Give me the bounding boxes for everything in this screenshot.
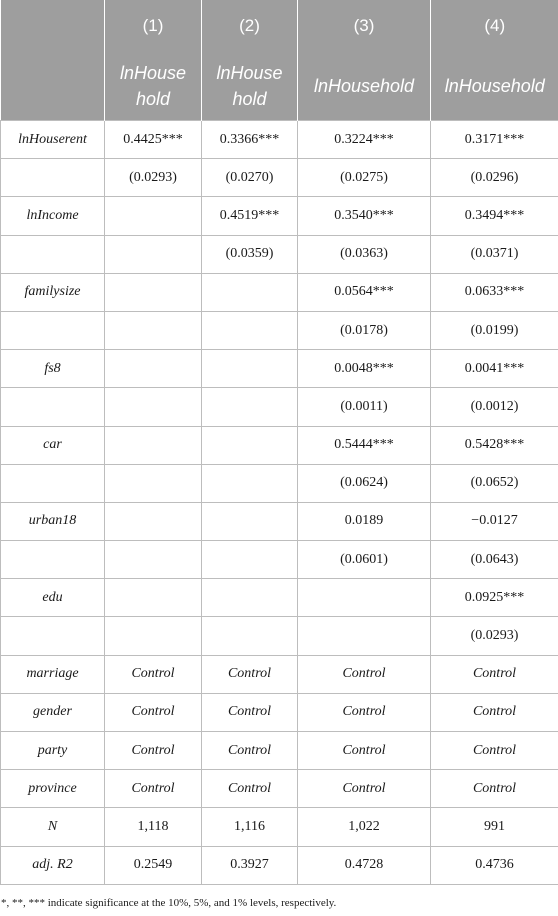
- table-cell: (0.0296): [431, 159, 558, 197]
- table-row: [1, 350, 558, 388]
- table-cell: (0.0371): [431, 235, 558, 273]
- table-cell: 0.0189: [298, 502, 431, 540]
- row-label: gender: [1, 693, 105, 731]
- row-label: [1, 159, 105, 197]
- row-label: marriage: [1, 655, 105, 693]
- table-cell: (0.0643): [431, 541, 558, 579]
- table-cell: (0.0624): [298, 464, 431, 502]
- table-cell: (0.0012): [431, 388, 558, 426]
- table-cell: [202, 502, 298, 540]
- table-cell: Control: [298, 732, 431, 770]
- table-cell: [202, 311, 298, 349]
- table-cell: 0.4728: [298, 846, 431, 884]
- table-cell: 1,118: [105, 808, 202, 846]
- table-cell: (0.0178): [298, 311, 431, 349]
- table-cell: 0.3540***: [298, 197, 431, 235]
- table-cell: [105, 579, 202, 617]
- table-cell: 0.0564***: [298, 273, 431, 311]
- row-label: [1, 388, 105, 426]
- row-label: fs8: [1, 350, 105, 388]
- row-label: N: [1, 808, 105, 846]
- table-cell: [202, 579, 298, 617]
- table-cell: [202, 617, 298, 655]
- row-label: adj. R2: [1, 846, 105, 884]
- header-row-dependent-variables: [1, 52, 558, 121]
- table-row: [1, 159, 558, 197]
- table-cell: Control: [105, 732, 202, 770]
- table-cell: [298, 579, 431, 617]
- header-cell: (3): [298, 0, 431, 52]
- table-cell: Control: [298, 770, 431, 808]
- row-label: [1, 464, 105, 502]
- row-label: edu: [1, 579, 105, 617]
- table-row: [1, 655, 558, 693]
- table-row: [1, 693, 558, 731]
- table-cell: Control: [202, 770, 298, 808]
- table-row: [1, 541, 558, 579]
- table-cell: −0.0127: [431, 502, 558, 540]
- row-label: party: [1, 732, 105, 770]
- table-cell: [202, 541, 298, 579]
- table-cell: Control: [105, 693, 202, 731]
- table-cell: Control: [431, 732, 558, 770]
- table-cell: [105, 273, 202, 311]
- table-row: [1, 770, 558, 808]
- header-cell: [1, 0, 105, 52]
- table-cell: 0.0633***: [431, 273, 558, 311]
- table-cell: 0.2549: [105, 846, 202, 884]
- table-cell: 0.4519***: [202, 197, 298, 235]
- table-row: [1, 311, 558, 349]
- table-cell: 1,022: [298, 808, 431, 846]
- table-cell: [202, 350, 298, 388]
- table-cell: 0.3171***: [431, 121, 558, 159]
- row-label: familysize: [1, 273, 105, 311]
- table-cell: (0.0275): [298, 159, 431, 197]
- table-row: [1, 808, 558, 846]
- row-label: province: [1, 770, 105, 808]
- row-label: [1, 617, 105, 655]
- table-cell: [105, 464, 202, 502]
- table-cell: Control: [202, 732, 298, 770]
- header-cell: [1, 52, 105, 121]
- table-row: [1, 732, 558, 770]
- header-cell: (1): [105, 0, 202, 52]
- table-row: [1, 273, 558, 311]
- header-cell: (2): [202, 0, 298, 52]
- table-cell: [105, 311, 202, 349]
- table-cell: 0.0041***: [431, 350, 558, 388]
- table-cell: Control: [105, 655, 202, 693]
- table-cell: (0.0363): [298, 235, 431, 273]
- table-cell: 0.3224***: [298, 121, 431, 159]
- row-label: urban18: [1, 502, 105, 540]
- table-row: [1, 388, 558, 426]
- table-cell: Control: [431, 655, 558, 693]
- row-label: lnHouserent: [1, 121, 105, 159]
- table-cell: [202, 464, 298, 502]
- table-cell: 0.3494***: [431, 197, 558, 235]
- table-row: [1, 846, 558, 884]
- table-cell: 0.0048***: [298, 350, 431, 388]
- table-cell: [105, 426, 202, 464]
- table-body: [1, 121, 558, 885]
- table-cell: (0.0293): [105, 159, 202, 197]
- table-cell: Control: [431, 770, 558, 808]
- table-cell: [105, 197, 202, 235]
- table-cell: 0.0925***: [431, 579, 558, 617]
- table-cell: [105, 502, 202, 540]
- row-label: lnIncome: [1, 197, 105, 235]
- table-cell: (0.0199): [431, 311, 558, 349]
- table-row: [1, 197, 558, 235]
- header-row-column-numbers: [1, 0, 558, 52]
- header-cell: (4): [431, 0, 558, 52]
- table-cell: Control: [431, 693, 558, 731]
- table-cell: Control: [202, 655, 298, 693]
- table-cell: (0.0293): [431, 617, 558, 655]
- header-cell: lnHousehold: [431, 52, 558, 121]
- table-cell: (0.0359): [202, 235, 298, 273]
- header-cell: lnHouse hold: [105, 52, 202, 121]
- header-cell: lnHousehold: [298, 52, 431, 121]
- row-label: [1, 235, 105, 273]
- table-cell: 0.5444***: [298, 426, 431, 464]
- table-cell: (0.0270): [202, 159, 298, 197]
- table-cell: [202, 426, 298, 464]
- table-cell: 991: [431, 808, 558, 846]
- table-cell: [105, 617, 202, 655]
- table-cell: 0.3927: [202, 846, 298, 884]
- table-cell: [202, 273, 298, 311]
- table-cell: 0.3366***: [202, 121, 298, 159]
- table-cell: 0.4425***: [105, 121, 202, 159]
- table-row: [1, 617, 558, 655]
- table-row: [1, 464, 558, 502]
- table-cell: 0.5428***: [431, 426, 558, 464]
- table-cell: Control: [202, 693, 298, 731]
- table-cell: Control: [298, 693, 431, 731]
- table-cell: (0.0601): [298, 541, 431, 579]
- row-label: [1, 541, 105, 579]
- table-cell: [105, 541, 202, 579]
- row-label: car: [1, 426, 105, 464]
- table-cell: Control: [105, 770, 202, 808]
- table-row: [1, 235, 558, 273]
- table-cell: 0.4736: [431, 846, 558, 884]
- table-cell: [105, 350, 202, 388]
- table-cell: Control: [298, 655, 431, 693]
- table-row: [1, 579, 558, 617]
- table-cell: (0.0652): [431, 464, 558, 502]
- table-cell: [202, 388, 298, 426]
- row-label: [1, 311, 105, 349]
- table-cell: [298, 617, 431, 655]
- table-cell: [105, 388, 202, 426]
- table-row: [1, 426, 558, 464]
- table-footnote: *, **, *** indicate significance at the 10%, 5%, and 1% levels, respectively.: [1, 897, 337, 909]
- table-cell: 1,116: [202, 808, 298, 846]
- header-cell: lnHouse hold: [202, 52, 298, 121]
- table-row: [1, 121, 558, 159]
- table-row: [1, 502, 558, 540]
- table-cell: [105, 235, 202, 273]
- table-cell: (0.0011): [298, 388, 431, 426]
